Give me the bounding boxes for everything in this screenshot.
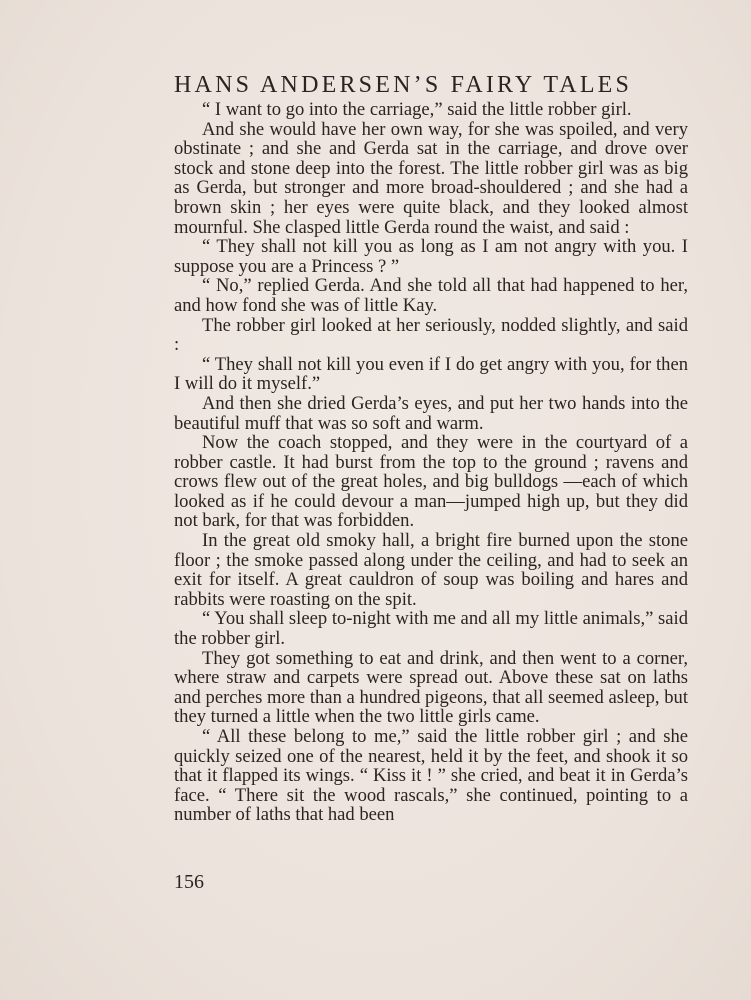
paragraph: The robber girl looked at her seriously, nodded slightly, and said :: [174, 314, 688, 356]
paragraph: “ No,” replied Gerda. And she told all that had happened to her, and how fond she was of little Kay.: [174, 275, 688, 316]
paragraph: In the great old smoky hall, a bright fire burned upon the stone floor ; the smoke passed along under the ceiling, and had to seek an exit for itself. A great cauldron of soup was boiling and hares and rabbits were roasting on the spit.: [174, 530, 688, 610]
paragraph: “ All these belong to me,” said the little robber girl ; and she quickly seized one of the nearest, held it by the feet, and shook it so that it flapped its wings. “ Kiss it ! ” she cried, and beat it in Gerda’s face. “ There sit the wood rascals,” she continued, pointing to a number of laths that had been: [174, 726, 688, 826]
paragraph: “ They shall not kill you even if I do get angry with you, for then I will do it myself.”: [174, 353, 688, 395]
paragraph: They got something to eat and drink, and then went to a corner, where straw and carpets were spread out. Above these sat on laths and perches more than a hundred pigeons, that all seemed asleep, but they turned a little when the two little girls came.: [174, 647, 688, 728]
paragraph: “ They shall not kill you as long as I am not angry with you. I suppose you are a Princess ? ”: [174, 236, 688, 277]
paragraph: “ I want to go into the carriage,” said the little robber girl.: [202, 99, 632, 120]
paragraph: And she would have her own way, for she was spoiled, and very obstinate ; and she and Gerda sat in the carriage, and drove over stock and stone deep into the forest. The little robber girl was as big as Gerda, but stronger and more broad-shouldered ; and she had a brown skin ; her eyes were quite black, and they looked almost mournful. She clasped little Gerda round the waist, and said :: [174, 118, 688, 238]
page-body: [174, 100, 688, 825]
paragraph: And then she dried Gerda’s eyes, and put her two hands into the beautiful muff that was so soft and warm.: [174, 392, 688, 434]
page-number: 156: [174, 871, 204, 893]
paragraph: Now the coach stopped, and they were in the courtyard of a robber castle. It had burst from the top to the ground ; ravens and crows flew out of the great holes, and big bulldogs —each of which looked as if he could devour a man—jumped high up, but they did not bark, for that was forbidden.: [174, 432, 688, 532]
running-head: HANS ANDERSEN’S FAIRY TALES: [174, 72, 633, 98]
paragraph: “ You shall sleep to-night with me and all my little animals,” said the robber girl.: [174, 608, 688, 650]
